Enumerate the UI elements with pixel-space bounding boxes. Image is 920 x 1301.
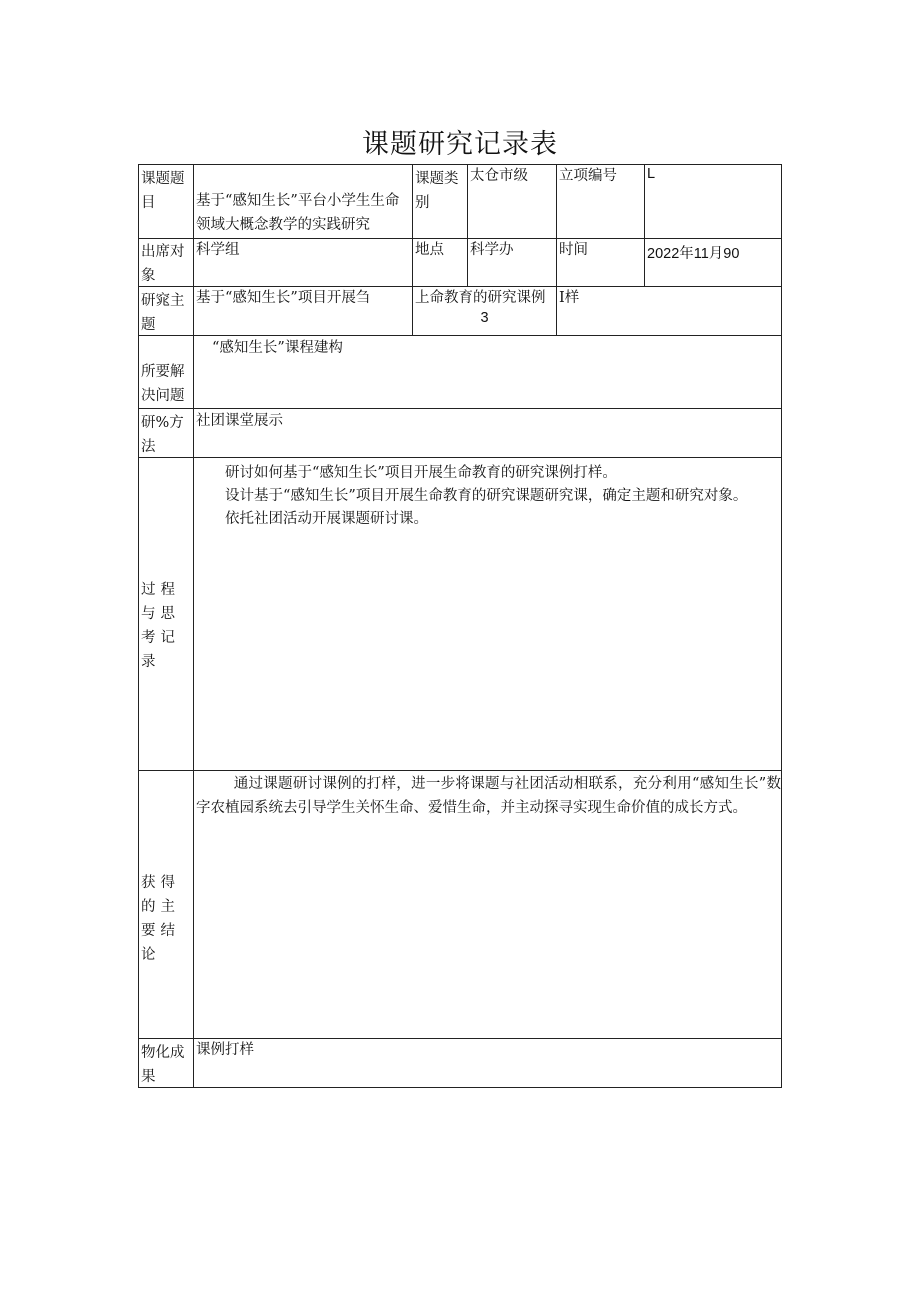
- result-value: 课例打样: [196, 1042, 254, 1058]
- time-label: 时间: [559, 242, 588, 258]
- project-no-label: 立项编号: [559, 168, 617, 184]
- process-content: [196, 462, 781, 762]
- conclusion-content: [196, 772, 781, 1032]
- theme-value-part-d: I样: [559, 290, 580, 306]
- category-value: 太仓市级: [470, 168, 528, 184]
- theme-value-part-b: 上命教育的研究课例: [415, 290, 546, 306]
- conclusion-label: 获得的主要结论: [141, 875, 180, 963]
- time-value: 2022年11月90: [647, 246, 740, 262]
- category-label: 课题类别: [415, 171, 459, 211]
- theme-value-part-a: 基于“感知生长”项目开展刍: [196, 290, 371, 306]
- theme-label: 研窕主题: [141, 293, 185, 333]
- process-line: 研讨如何基于“感知生长”项目开展生命教育的研究课例打样。: [225, 465, 617, 481]
- topic-value: 基于“感知生长”平台小学生生命领域大概念教学的实践研究: [196, 193, 400, 233]
- method-value: 社团课堂展示: [196, 413, 283, 429]
- attendee-label: 出席对象: [141, 244, 185, 284]
- table-border-right: [781, 164, 782, 1088]
- problem-value: “感知生长”课程建构: [212, 340, 343, 356]
- topic-label: 课题题目: [141, 171, 185, 211]
- place-label: 地点: [415, 242, 444, 258]
- page-title: 课题研究记录表: [362, 129, 558, 160]
- result-label: 物化成果: [141, 1045, 185, 1085]
- table-border-bottom: [138, 1087, 782, 1088]
- process-label: 过程与思考记录: [141, 582, 180, 670]
- place-value: 科学办: [470, 242, 514, 258]
- method-label: 研%方法: [141, 415, 184, 455]
- problem-label: 所要解决问题: [141, 364, 185, 404]
- record-table: [138, 164, 782, 1088]
- theme-value-part-c: 3: [480, 310, 489, 326]
- conclusion-text: 通过课题研讨课例的打样，进一步将课题与社团活动相联系，充分利用“感知生长”数字农植园系统去引导学生关怀生命、爱惜生命，并主动探寻实现生命价值的成长方式。: [196, 776, 781, 816]
- process-line: 依托社团活动开展课题研讨课。: [225, 511, 428, 527]
- project-no-value: L: [647, 166, 656, 182]
- row-divider: [138, 457, 782, 458]
- row-divider: [138, 770, 782, 771]
- process-line: 设计基于“感知生长”项目开展生命教育的研究课题研究课，确定主题和研究对象。: [225, 488, 748, 504]
- attendee-value: 科学组: [196, 242, 240, 258]
